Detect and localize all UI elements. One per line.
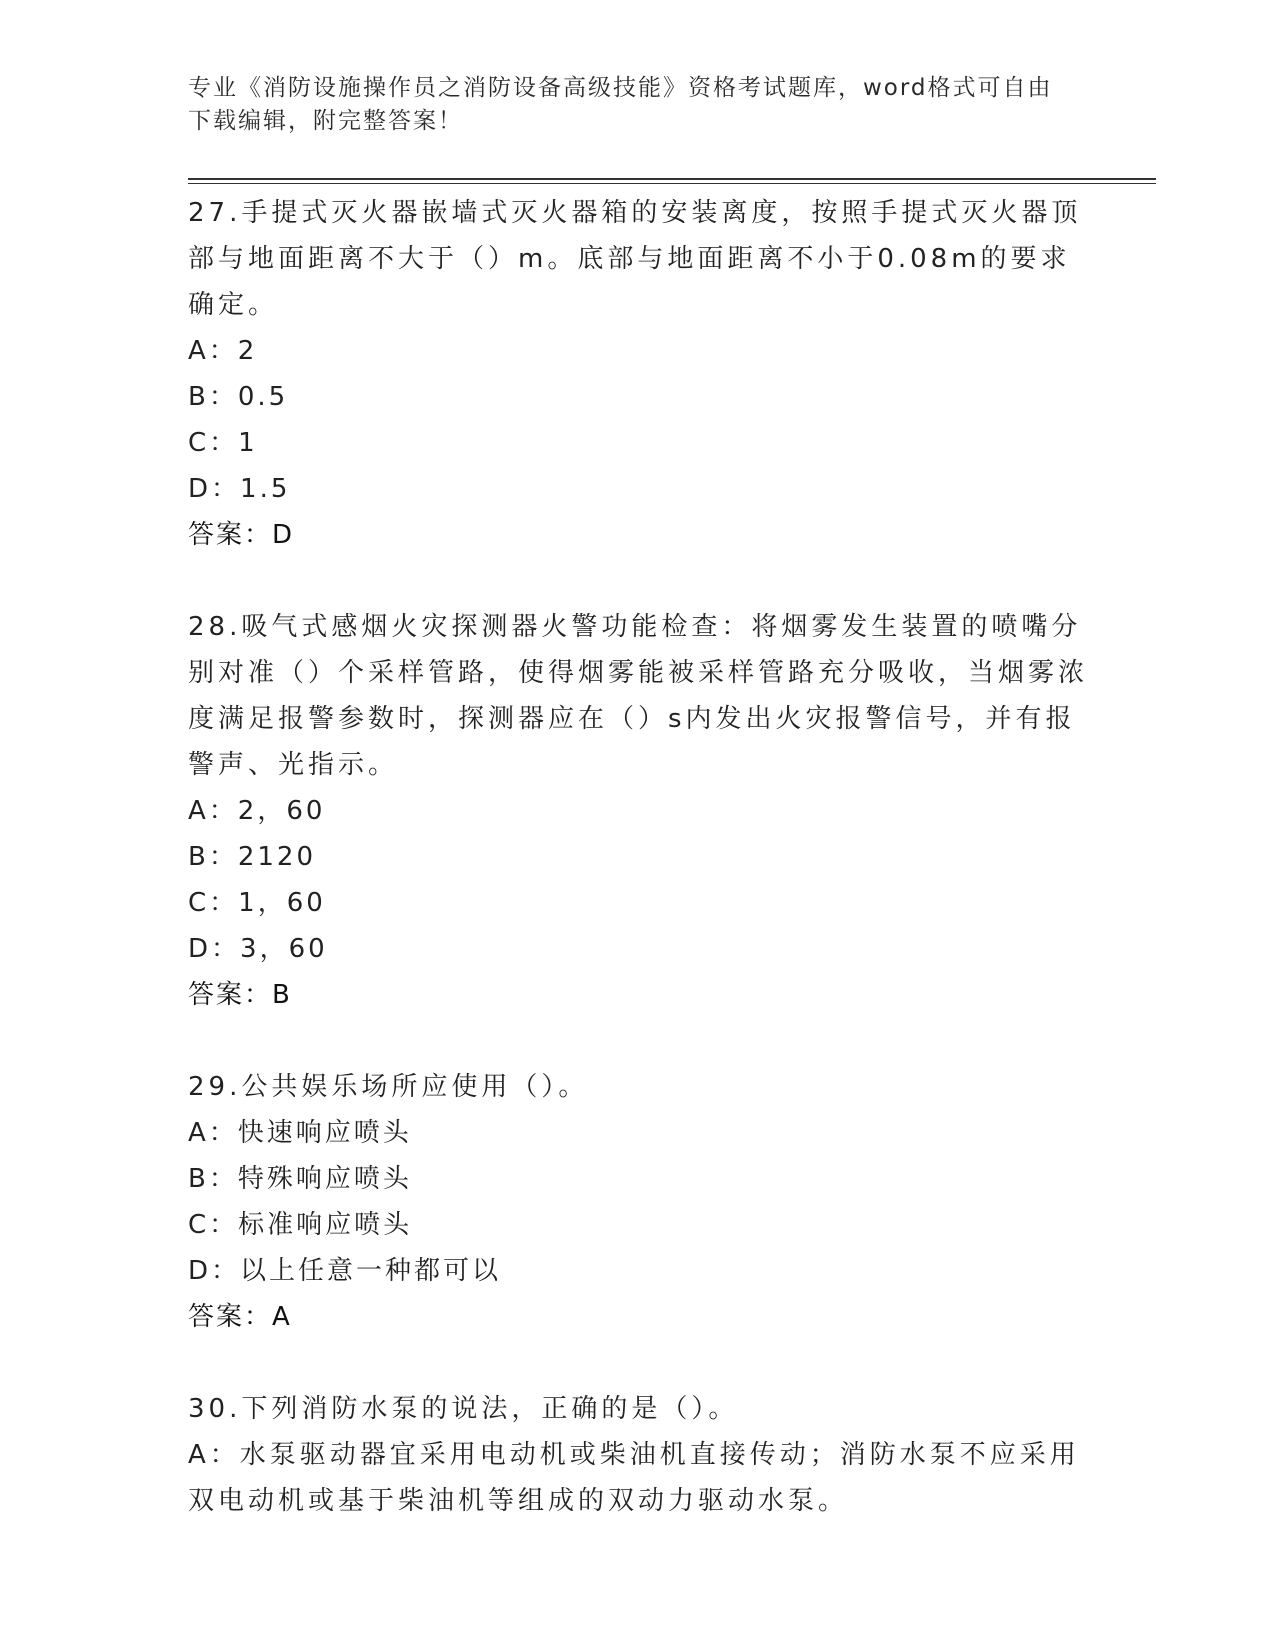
- spacer: [188, 1018, 1088, 1064]
- option-a: A：快速响应喷头: [188, 1118, 412, 1148]
- option-d: D：3，60: [188, 934, 328, 964]
- option-c: C：1，60: [188, 888, 326, 918]
- document-header: 专业《消防设施操作员之消防设备高级技能》资格考试题库，word格式可自由下载编辑，附完整答案！: [188, 75, 1053, 134]
- option-d: D：1.5: [188, 474, 291, 504]
- question-list: [188, 190, 1088, 1524]
- answer-line: 答案：B: [188, 980, 292, 1010]
- question-text: 27.手提式灭火器嵌墙式灭火器箱的安装离度，按照手提式灭火器顶部与地面距离不大于（）m。底部与地面距离不小于0.08m的要求确定。: [188, 198, 1082, 320]
- spacer: [188, 1340, 1088, 1386]
- option-b: B：特殊响应喷头: [188, 1164, 412, 1194]
- spacer: [188, 558, 1088, 604]
- question-text: 30.下列消防水泵的说法，正确的是（）。: [188, 1394, 739, 1424]
- option-c: C：标准响应喷头: [188, 1210, 413, 1240]
- answer-line: 答案：D: [188, 520, 295, 550]
- question-28: [188, 604, 1088, 1018]
- answer-line: 答案：A: [188, 1302, 292, 1332]
- question-text: 29.公共娱乐场所应使用（）。: [188, 1072, 589, 1102]
- option-a: A：2，60: [188, 796, 326, 826]
- option-c: C：1: [188, 428, 258, 458]
- option-b: B：0.5: [188, 382, 289, 412]
- question-27: [188, 190, 1088, 558]
- option-b: B：2120: [188, 842, 317, 872]
- question-30: [188, 1386, 1088, 1524]
- question-29: [188, 1064, 1088, 1340]
- question-text: 28.吸气式感烟火灾探测器火警功能检查：将烟雾发生装置的喷嘴分别对准（）个采样管路，使得烟雾能被采样管路充分吸收，当烟雾浓度满足报警参数时，探测器应在（）s内发出火灾报警信号，并有报警声、光指示。: [188, 612, 1089, 780]
- header-divider-thin: [188, 183, 1156, 184]
- option-a: A：2: [188, 336, 258, 366]
- header-divider-thick: [188, 178, 1156, 180]
- option-a: A：水泵驱动器宜采用电动机或柴油机直接传动；消防水泵不应采用双电动机或基于柴油机等组成的双动力驱动水泵。: [188, 1440, 1080, 1516]
- option-d: D：以上任意一种都可以: [188, 1256, 502, 1286]
